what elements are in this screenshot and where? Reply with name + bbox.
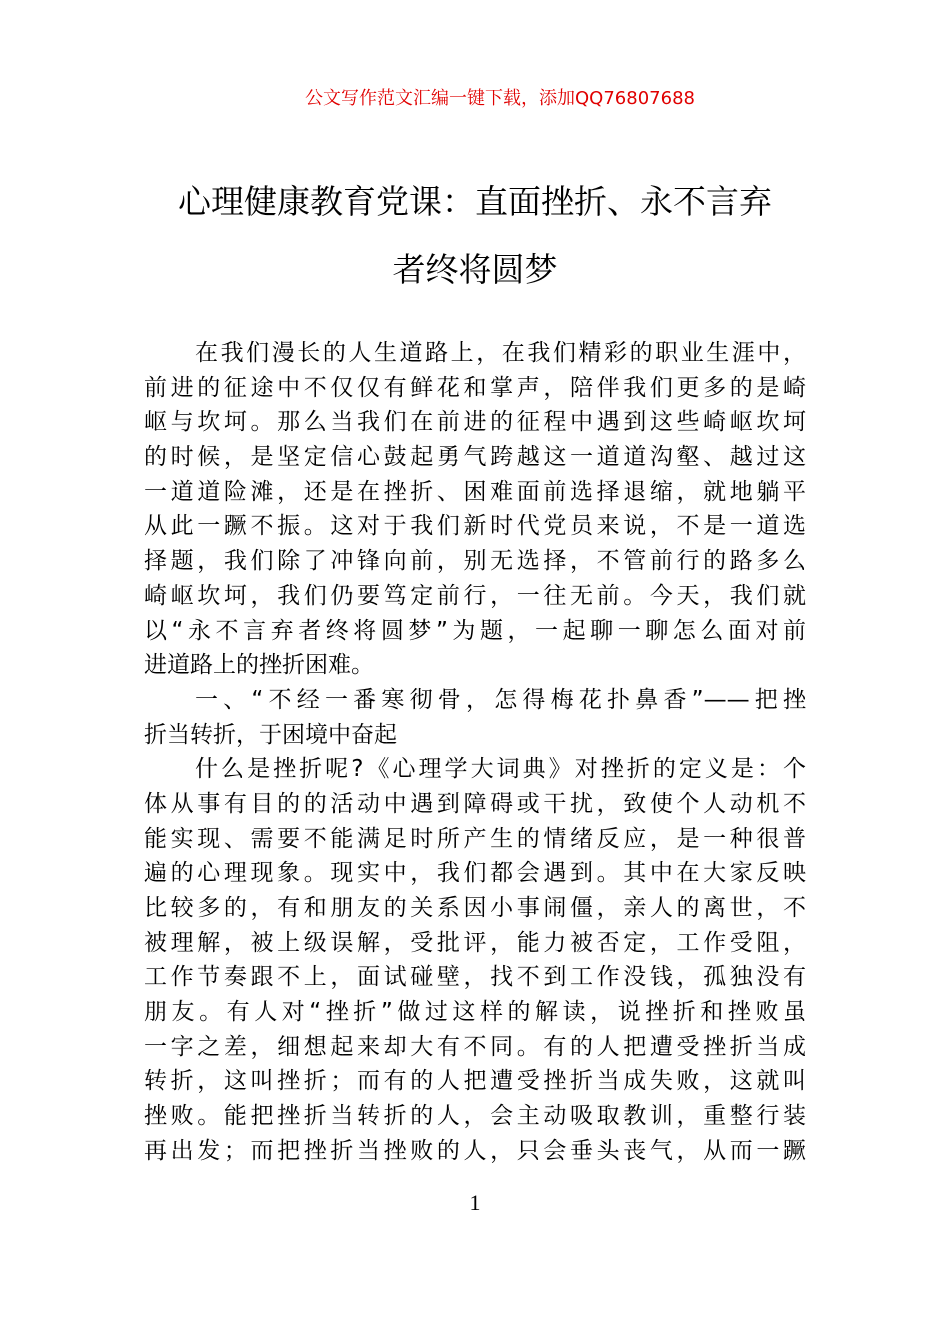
text-line: 崎岖坎坷，我们仍要笃定前行，一往无前。今天，我们就 <box>144 582 806 609</box>
text-line: 岖与坎坷。那么当我们在前进的征程中遇到这些崎岖坎坷 <box>144 409 806 436</box>
text-line: 在我们漫长的人生道路上，在我们精彩的职业生涯中， <box>195 340 806 366</box>
text-line: 择题，我们除了冲锋向前，别无选择，不管前行的路多么 <box>144 548 806 575</box>
text-line: 转折，这叫挫折；而有的人把遭受挫折当成失败，这就叫 <box>144 1068 806 1095</box>
download-banner: 公文写作范文汇编一键下载，添加QQ76807688 <box>305 88 695 109</box>
text-line: 一、“不经一番寒彻骨，怎得梅花扑鼻香”——把挫 <box>195 686 806 713</box>
body-text <box>144 336 806 1169</box>
text-line: 什么是挫折呢?《心理学大词典》对挫折的定义是：个 <box>195 756 806 783</box>
text-line: 比较多的，有和朋友的关系因小事闹僵，亲人的离世，不 <box>144 895 806 921</box>
text-line: 挫败。能把挫折当转折的人，会主动吸取教训，重整行装 <box>144 1103 806 1130</box>
text-line: 从此一蹶不振。这对于我们新时代党员来说，不是一道选 <box>144 513 806 540</box>
text-line: 进道路上的挫折困难。 <box>144 652 374 679</box>
text-line: 一字之差，细想起来却大有不同。有的人把遭受挫折当成 <box>144 1033 806 1060</box>
text-line: 的时候，是坚定信心鼓起勇气跨越这一道道沟壑、越过这 <box>144 444 806 471</box>
text-line: 一道道险滩，还是在挫折、困难面前选择退缩，就地躺平 <box>144 478 806 505</box>
text-line: 朋友。有人对“挫折”做过这样的解读，说挫折和挫败虽 <box>144 999 806 1026</box>
page-number: 1 <box>469 1190 481 1215</box>
title-line-1: 心理健康教育党课：直面挫折、永不言弃 <box>178 182 772 221</box>
text-line: 前进的征途中不仅仅有鲜花和掌声，陪伴我们更多的是崎 <box>144 374 806 401</box>
text-line: 折当转折，于困境中奋起 <box>144 721 397 748</box>
title-line-2: 者终将圆梦 <box>392 250 558 289</box>
text-line: 体从事有目的的活动中遇到障碍或干扰，致使个人动机不 <box>144 790 806 817</box>
text-line: 能实现、需要不能满足时所产生的情绪反应，是一种很普 <box>144 825 806 852</box>
text-line: 遍的心理现象。现实中，我们都会遇到。其中在大家反映 <box>144 860 806 887</box>
text-line: 被理解，被上级误解，受批评，能力被否定，工作受阻， <box>144 929 806 956</box>
text-line: 再出发；而把挫折当挫败的人，只会垂头丧气，从而一蹶 <box>144 1137 806 1164</box>
text-line: 以“永不言弃者终将圆梦”为题，一起聊一聊怎么面对前 <box>144 617 806 644</box>
text-line: 工作节奏跟不上，面试碰壁，找不到工作没钱，孤独没有 <box>144 964 806 991</box>
